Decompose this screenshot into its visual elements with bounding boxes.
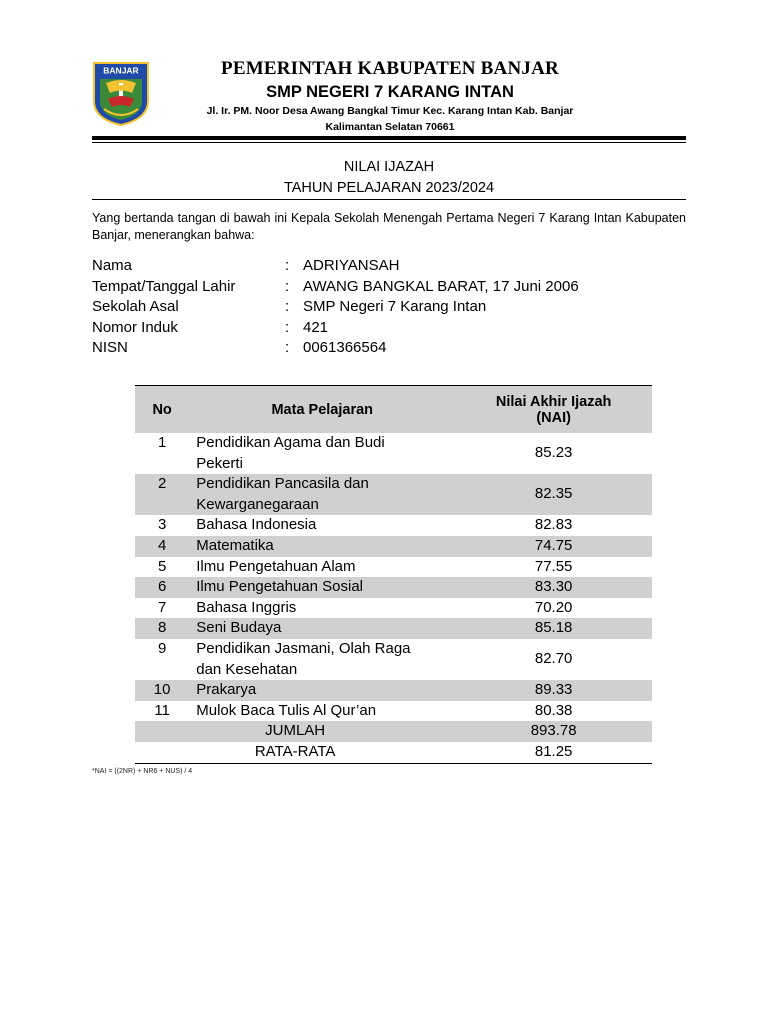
header-score-line1: Nilai Akhir Ijazah (495, 393, 612, 410)
government-name: PEMERINTAH KABUPATEN BANJAR (221, 58, 559, 79)
row-no: 9 (157, 639, 167, 657)
row-no: 6 (135, 577, 189, 598)
row-subject: Prakarya (189, 680, 455, 701)
identity-colon: : (285, 257, 290, 274)
identity-label: Nama (92, 257, 133, 274)
student-identity (92, 257, 686, 360)
row-subject-line1: Pendidikan Pancasila dan (196, 475, 369, 493)
row-no: 3 (157, 516, 167, 534)
row-subject-line2: Pekerti (196, 454, 243, 472)
identity-row-student-number (92, 319, 686, 340)
intro-paragraph: Yang bertanda tangan di bawah ini Kepala Sekolah Menengah Pertama Negeri 7 Karang Intan Kabupaten Banjar, menerangkan bahwa: (92, 211, 686, 242)
identity-label: Tempat/Tanggal Lahir (92, 277, 236, 295)
row-no: 10 (135, 680, 189, 701)
identity-colon: : (285, 277, 290, 295)
svg-text:BANJAR: BANJAR (103, 65, 139, 76)
table-row (135, 474, 652, 515)
row-score: 82.35 (455, 474, 652, 515)
school-address-line2: Kalimantan Selatan 70661 (325, 121, 455, 133)
row-subject (189, 433, 455, 474)
row-score: 82.70 (534, 650, 573, 668)
row-subject (189, 639, 455, 680)
row-subject-line1: Pendidikan Jasmani, Olah Raga (196, 639, 411, 657)
identity-value: SMP Negeri 7 Karang Intan (303, 298, 487, 316)
identity-row-school (92, 298, 686, 319)
identity-value: 0061366564 (303, 339, 387, 357)
grades-table (135, 385, 652, 764)
row-no: 5 (157, 557, 167, 575)
identity-label: NISN (92, 339, 128, 357)
header-no: No (135, 386, 189, 434)
row-no: 11 (154, 701, 170, 719)
row-score: 85.23 (534, 444, 573, 462)
identity-colon: : (285, 298, 290, 316)
row-subject: Bahasa Indonesia (196, 516, 317, 534)
table-row (135, 536, 652, 557)
document-subtitle: TAHUN PELAJARAN 2023/2024 (283, 180, 495, 196)
identity-row-nisn (92, 339, 686, 360)
header-score-line2: (NAI) (536, 409, 571, 426)
school-name: SMP NEGERI 7 KARANG INTAN (266, 83, 514, 101)
row-score: 83.30 (455, 577, 652, 598)
letterhead-rule-thick (92, 136, 686, 140)
letterhead-rule-thin (92, 142, 686, 143)
row-score: 70.20 (534, 598, 573, 616)
identity-colon: : (285, 318, 290, 336)
table-row (135, 577, 652, 598)
total-label: JUMLAH (135, 721, 455, 742)
identity-row-name (92, 257, 686, 278)
row-subject: Ilmu Pengetahuan Alam (196, 557, 356, 575)
row-no: 8 (135, 618, 189, 639)
row-subject: Mulok Baca Tulis Al Qur’an (196, 701, 377, 719)
table-header-row (135, 386, 652, 434)
row-score: 85.18 (455, 618, 652, 639)
row-score: 80.38 (534, 701, 573, 719)
row-subject (189, 474, 455, 515)
total-value: 893.78 (455, 721, 652, 742)
table-row (135, 618, 652, 639)
table-row (135, 680, 652, 701)
row-no: 7 (157, 598, 167, 616)
title-rule (92, 199, 686, 200)
total-row (135, 721, 652, 742)
identity-row-birth (92, 278, 686, 299)
row-subject: Bahasa Inggris (196, 598, 297, 616)
row-score: 89.33 (455, 680, 652, 701)
identity-value: ADRIYANSAH (303, 257, 400, 274)
row-no: 1 (157, 434, 167, 451)
identity-label: Nomor Induk (92, 318, 178, 336)
table-row (135, 598, 652, 619)
row-score: 74.75 (455, 536, 652, 557)
row-no: 2 (135, 474, 189, 515)
row-subject: Ilmu Pengetahuan Sosial (189, 577, 455, 598)
banjar-regency-logo (92, 61, 150, 127)
table-row (135, 701, 652, 722)
row-subject-line1: Pendidikan Agama dan Budi (196, 434, 385, 451)
table-row (135, 639, 652, 680)
footnote: *NAI = ((2NR) + NR6 + NUS) / 4 (92, 768, 193, 775)
row-subject-line2: Kewarganegaraan (196, 495, 319, 513)
document-title: NILAI IJAZAH (343, 159, 435, 175)
average-value: 81.25 (455, 742, 652, 763)
header-score (455, 386, 652, 434)
table-row (135, 515, 652, 536)
identity-label: Sekolah Asal (92, 298, 179, 316)
identity-colon: : (285, 339, 290, 357)
header-subject: Mata Pelajaran (189, 386, 455, 434)
average-label: RATA-RATA (135, 742, 455, 763)
row-subject: Matematika (189, 536, 455, 557)
table-row (135, 433, 652, 474)
identity-value: AWANG BANGKAL BARAT, 17 Juni 2006 (303, 277, 579, 295)
table-row (135, 557, 652, 578)
row-score: 82.83 (534, 516, 573, 534)
row-score: 77.55 (534, 557, 573, 575)
row-subject-line2: dan Kesehatan (196, 660, 298, 678)
average-row (135, 742, 652, 763)
school-address-line1: Jl. Ir. PM. Noor Desa Awang Bangkal Timur Kec. Karang Intan Kab. Banjar (206, 105, 574, 117)
row-subject: Seni Budaya (189, 618, 455, 639)
identity-value: 421 (303, 318, 329, 336)
row-no: 4 (135, 536, 189, 557)
